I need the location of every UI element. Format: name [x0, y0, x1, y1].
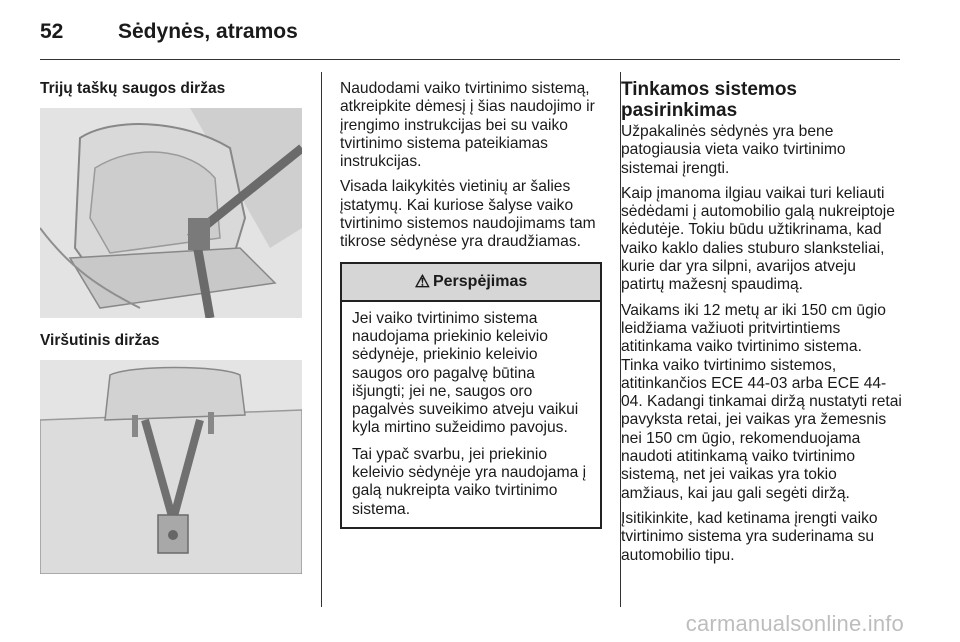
section-title: Tinkamos sistemos pasirinkimas	[621, 79, 798, 121]
column-3	[621, 80, 903, 572]
top-tether-illustration	[40, 360, 302, 574]
warning-box	[340, 262, 602, 529]
warning-rear-facing-paragraph: Tai ypač svarbu, jei priekinio keleivio sėdynėje yra naudojama į galą nukreipta vaiko tvirtinimo sistema.	[352, 445, 587, 518]
column-1	[40, 80, 302, 574]
watermark: carmanualsonline.info	[685, 611, 904, 636]
warning-body	[342, 302, 600, 519]
warning-header	[342, 264, 600, 302]
header-rule	[40, 59, 900, 60]
rear-facing-paragraph: Kaip įmanoma ilgiau vaikai turi keliauti sėdėdami į automobilio galą nukreiptoje kėdutėje. Tokiu būdu užtikrinama, kad vaiko kaklo dalies stuburo slanksteliai, kurie dar yra silpni, avarijos atveju patirtų mažesnį spaudimą.	[621, 184, 895, 294]
column-divider	[321, 72, 322, 607]
top-tether-heading: Viršutinis diržas	[40, 332, 160, 349]
age-height-paragraph: Vaikams iki 12 metų ar iki 150 cm ūgio leidžiama važiuoti pritvirtintiems atitinkama vaiko tvirtinimo sistema. Tinka vaiko tvirtinimo sistemos, atitinkančios ECE 44-03 arba ECE 44-04. Kadangi tinkamai diržą nustatyti retai pavyksta retai, jei vaikas yra žemesnis nei 150 cm ūgio, rekomenduojama naudoti atitinkamą vaiko tvirtinimo sistemą, net jei vaikas yra tokio amžiaus, kai jau gali segėti diržą.	[621, 301, 902, 502]
usage-instructions-paragraph: Naudodami vaiko tvirtinimo sistemą, atkreipkite dėmesį į šias naudojimo ir įrengimo instrukcijas bei su vaiko tvirtinimo sistema pateikiamas instrukcijas.	[340, 80, 595, 171]
warning-airbag-paragraph: Jei vaiko tvirtinimo sistema naudojama priekinio keleivio sėdynėje, priekinio keleivio saugos oro pagalvę būtina išjungti; jei ne, saugos oro pagalvės suveikimo atveju vaikui kyla mirtino sužeidimo pavojus.	[352, 309, 579, 437]
warning-triangle-icon: ⚠	[414, 271, 430, 291]
three-point-belt-heading: Trijų taškų saugos diržas	[40, 80, 226, 97]
local-laws-paragraph: Visada laikykitės vietinių ar šalies įstatymų. Kai kuriose šalyse vaiko tvirtinimo sistemos naudojimams tam tikrose sėdynėse yra draudžiamas.	[340, 178, 596, 251]
column-2	[340, 80, 603, 529]
chapter-title: Sėdynės, atramos	[118, 20, 298, 43]
child-seat-illustration	[40, 108, 302, 318]
compatibility-paragraph: Įsitikinkite, kad ketinama įrengti vaiko tvirtinimo sistema yra suderinama su automobilio tipu.	[621, 509, 878, 564]
page-number: 52	[40, 20, 64, 43]
warning-title: Perspėjimas	[432, 272, 528, 290]
rear-seats-paragraph: Užpakalinės sėdynės yra bene patogiausia vieta vaiko tvirtinimo sistemai įrengti.	[621, 123, 846, 177]
